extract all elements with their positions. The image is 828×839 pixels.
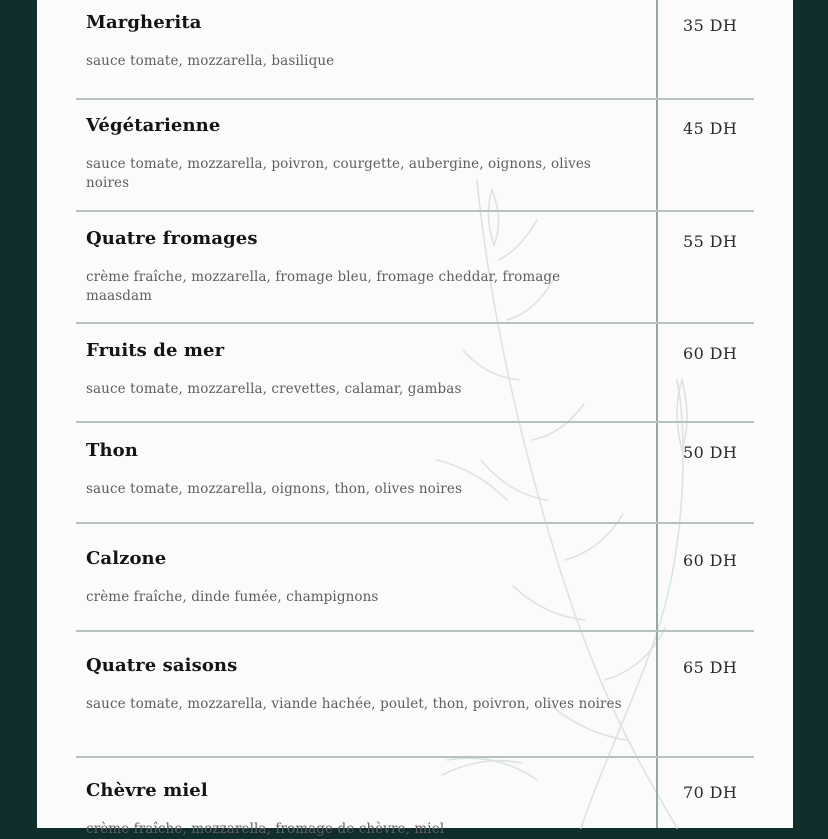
menu-item-name: Margherita [86, 12, 202, 33]
menu-item-price: 45 DH [683, 119, 738, 138]
menu-item-name: Fruits de mer [86, 340, 225, 361]
menu-item-price: 60 DH [683, 344, 738, 363]
menu-item-name: Quatre fromages [86, 228, 258, 249]
menu-item-price: 55 DH [683, 232, 738, 251]
menu-item-name: Thon [86, 440, 138, 461]
menu-page [37, 0, 793, 837]
menu-item-description: crème fraîche, dinde fumée, champignons [86, 589, 379, 605]
item-divider [76, 98, 754, 100]
menu-item-description: sauce tomate, mozzarella, crevettes, calamar, gambas [86, 381, 462, 397]
menu-item-name: Végétarienne [86, 115, 221, 136]
menu-item-description: crème fraîche, mozzarella, fromage bleu, fromage cheddar, fromage maasdam [86, 269, 561, 304]
menu-item-description: sauce tomate, mozzarella, basilique [86, 53, 335, 69]
menu-item-price: 35 DH [683, 16, 738, 35]
menu-item-name: Calzone [86, 548, 167, 569]
item-divider [76, 421, 754, 423]
menu-item-description: crème fraîche, mozzarella, fromage de chèvre, miel [86, 821, 445, 837]
menu-item-price: 50 DH [683, 443, 738, 462]
menu-item-price: 65 DH [683, 658, 738, 677]
pizza-menu [37, 0, 793, 837]
menu-item-name: Quatre saisons [86, 655, 238, 676]
item-divider [76, 210, 754, 212]
item-divider [76, 522, 754, 524]
item-divider [76, 322, 754, 324]
menu-item-name: Chèvre miel [86, 780, 208, 801]
menu-item-price: 60 DH [683, 551, 738, 570]
menu-item-description: sauce tomate, mozzarella, viande hachée, poulet, thon, poivron, olives noires [86, 696, 622, 712]
menu-item-price: 70 DH [683, 783, 738, 802]
item-divider [76, 630, 754, 632]
menu-item-description: sauce tomate, mozzarella, oignons, thon, olives noires [86, 481, 462, 497]
menu-item-description: sauce tomate, mozzarella, poivron, courgette, aubergine, oignons, olives noires [86, 156, 591, 191]
item-divider [76, 756, 754, 758]
